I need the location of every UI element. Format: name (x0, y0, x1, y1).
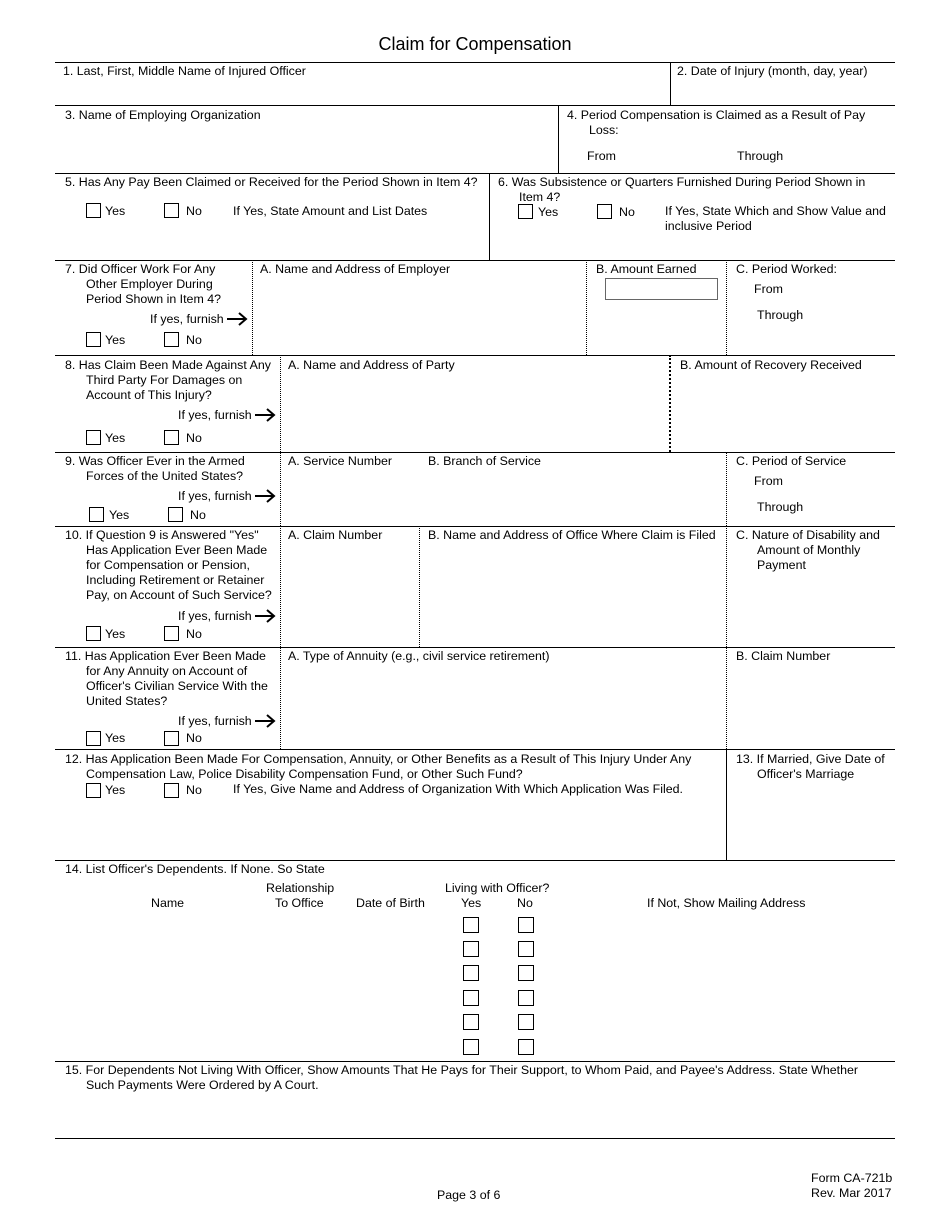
item-7c-from: From (754, 282, 783, 296)
item-2-label: 2. Date of Injury (month, day, year) (677, 64, 868, 78)
rule (55, 647, 895, 648)
rule (55, 1138, 895, 1139)
dependent-living-yes-checkbox[interactable] (463, 990, 479, 1006)
item-7-no-checkbox[interactable] (164, 332, 179, 347)
divider (726, 260, 727, 355)
item-11a-label: A. Type of Annuity (e.g., civil service retirement) (288, 649, 550, 663)
dependent-living-yes-checkbox[interactable] (463, 965, 479, 981)
item-11-yes-checkbox[interactable] (86, 731, 101, 746)
divider (252, 260, 253, 355)
item-8a-label: A. Name and Address of Party (288, 358, 455, 372)
rule (55, 526, 895, 527)
rule (55, 1061, 895, 1062)
col-name: Name (151, 896, 185, 910)
rule (55, 260, 895, 261)
item-9-label: 9. Was Officer Ever in the Armed (65, 454, 245, 468)
item-7-label: Other Employer During (86, 277, 213, 291)
item-6-yes-checkbox[interactable] (518, 204, 533, 219)
item-1-label: 1. Last, First, Middle Name of Injured Officer (63, 64, 306, 78)
item-5-yes: Yes (105, 204, 126, 218)
item-8-yes: Yes (105, 431, 126, 445)
divider (280, 452, 281, 526)
item-11-label: Officer's Civilian Service With the (86, 679, 268, 693)
item-12-note: If Yes, Give Name and Address of Organization With Which Application Was Filed. (233, 782, 683, 796)
dependent-living-no-checkbox[interactable] (518, 917, 534, 933)
item-10-no-checkbox[interactable] (164, 626, 179, 641)
item-7a-label: A. Name and Address of Employer (260, 262, 451, 276)
dependent-living-yes-checkbox[interactable] (463, 941, 479, 957)
item-7c-label: C. Period Worked: (736, 262, 838, 276)
item-5-no-checkbox[interactable] (164, 203, 179, 218)
item-4-label: Loss: (589, 123, 619, 137)
item-8-label: Third Party For Damages on (86, 373, 243, 387)
page-number: Page 3 of 6 (437, 1188, 501, 1202)
item-8-label: 8. Has Claim Been Made Against Any (65, 358, 271, 372)
item-9a-label: A. Service Number (288, 454, 392, 468)
dependent-living-yes-checkbox[interactable] (463, 917, 479, 933)
arrow-right-icon (254, 408, 276, 422)
item-8-furnish: If yes, furnish (178, 408, 252, 422)
item-7-label: 7. Did Officer Work For Any (65, 262, 216, 276)
rule (55, 62, 895, 63)
item-4-through: Through (737, 149, 784, 163)
item-14-label: 14. List Officer's Dependents. If None. So State (65, 862, 325, 876)
item-13-label: Officer's Marriage (757, 767, 855, 781)
item-6-label: Item 4? (519, 190, 561, 204)
item-6-no: No (619, 205, 635, 219)
item-7-yes-checkbox[interactable] (86, 332, 101, 347)
divider (670, 62, 671, 105)
form-revision: Rev. Mar 2017 (811, 1186, 892, 1200)
item-5-no: No (186, 204, 202, 218)
item-9-furnish: If yes, furnish (178, 489, 252, 503)
item-10-furnish: If yes, furnish (178, 609, 252, 623)
form-number: Form CA-721b (811, 1171, 893, 1185)
amount-earned-field[interactable] (605, 278, 718, 300)
col-dob: Date of Birth (356, 896, 425, 910)
item-12-yes: Yes (105, 783, 126, 797)
item-4-from: From (587, 149, 616, 163)
arrow-right-icon (226, 312, 248, 326)
item-10c-label: Payment (757, 558, 806, 572)
dependent-living-no-checkbox[interactable] (518, 1039, 534, 1055)
item-7b-label: B. Amount Earned (596, 262, 697, 276)
item-15-label: Such Payments Were Ordered by A Court. (86, 1078, 319, 1092)
item-11-label: for Any Annuity on Account of (86, 664, 248, 678)
item-11-no-checkbox[interactable] (164, 731, 179, 746)
item-8-label: Account of This Injury? (86, 388, 212, 402)
item-10-no: No (186, 627, 202, 641)
item-9-yes-checkbox[interactable] (89, 507, 104, 522)
item-11-label: 11. Has Application Ever Been Made (65, 649, 266, 663)
item-10-yes: Yes (105, 627, 126, 641)
item-4-label: 4. Period Compensation is Claimed as a Result of Pay (567, 108, 866, 122)
item-10-label: Has Application Ever Been Made (86, 543, 268, 557)
item-12-label: 12. Has Application Been Made For Compensation, Annuity, or Other Benefits as a Result of This Injury Under Any (65, 752, 692, 766)
item-12-yes-checkbox[interactable] (86, 783, 101, 798)
item-10b-label: B. Name and Address of Office Where Claim is Filed (428, 528, 716, 542)
dependent-living-no-checkbox[interactable] (518, 990, 534, 1006)
item-12-label: Compensation Law, Police Disability Compensation Fund, or Other Such Fund? (86, 767, 523, 781)
item-13-label: 13. If Married, Give Date of (736, 752, 885, 766)
item-8-no: No (186, 431, 202, 445)
item-11-furnish: If yes, furnish (178, 714, 252, 728)
item-9-label: Forces of the United States? (86, 469, 244, 483)
item-11-label: United States? (86, 694, 168, 708)
item-8-no-checkbox[interactable] (164, 430, 179, 445)
divider (419, 526, 420, 647)
item-9c-label: C. Period of Service (736, 454, 847, 468)
item-5-note: If Yes, State Amount and List Dates (233, 204, 428, 218)
divider (726, 452, 727, 526)
item-10-label: for Compensation or Pension, (86, 558, 250, 572)
rule (55, 452, 895, 453)
arrow-right-icon (254, 714, 276, 728)
rule (55, 173, 895, 174)
item-10-label: Including Retirement or Retainer (86, 573, 265, 587)
item-10-label: 10. If Question 9 is Answered "Yes" (65, 528, 259, 542)
dependent-living-yes-checkbox[interactable] (463, 1014, 479, 1030)
item-7c-through: Through (757, 308, 804, 322)
col-living: Living with Officer? (445, 881, 550, 895)
item-7-no: No (186, 333, 202, 347)
item-6-note: If Yes, State Which and Show Value and (665, 204, 886, 218)
item-9c-from: From (754, 474, 783, 488)
col-no: No (517, 896, 533, 910)
divider (726, 647, 727, 749)
item-9-yes: Yes (109, 508, 130, 522)
arrow-right-icon (254, 489, 276, 503)
item-12-no-checkbox[interactable] (164, 783, 179, 798)
item-8-yes-checkbox[interactable] (86, 430, 101, 445)
divider (280, 647, 281, 749)
divider (726, 526, 727, 647)
item-9b-label: B. Branch of Service (428, 454, 541, 468)
item-6-yes: Yes (538, 205, 559, 219)
dependent-living-no-checkbox[interactable] (518, 1014, 534, 1030)
item-8b-label: B. Amount of Recovery Received (680, 358, 862, 372)
item-10c-label: Amount of Monthly (757, 543, 861, 557)
col-yes: Yes (461, 896, 482, 910)
item-10a-label: A. Claim Number (288, 528, 383, 542)
item-11b-label: B. Claim Number (736, 649, 831, 663)
item-9-no: No (190, 508, 206, 522)
divider (669, 355, 671, 452)
rule (55, 355, 895, 356)
dependent-living-no-checkbox[interactable] (518, 941, 534, 957)
dependent-living-yes-checkbox[interactable] (463, 1039, 479, 1055)
divider (726, 749, 727, 860)
item-11-no: No (186, 731, 202, 745)
dependent-living-no-checkbox[interactable] (518, 965, 534, 981)
item-5-label: 5. Has Any Pay Been Claimed or Received for the Period Shown in Item 4? (65, 175, 478, 189)
divider (558, 105, 559, 173)
arrow-right-icon (254, 609, 276, 623)
divider (489, 173, 490, 260)
item-7-label: Period Shown in Item 4? (86, 292, 221, 306)
col-relationship: To Office (275, 896, 324, 910)
item-15-label: 15. For Dependents Not Living With Officer, Show Amounts That He Pays for Their Support, to Whom Paid, and Payee's Address. State Whether (65, 1063, 859, 1077)
page-title: Claim for Compensation (378, 34, 572, 54)
item-10c-label: C. Nature of Disability and (736, 528, 880, 542)
item-6-label: 6. Was Subsistence or Quarters Furnished During Period Shown in (498, 175, 866, 189)
rule (55, 105, 895, 106)
item-3-label: 3. Name of Employing Organization (65, 108, 261, 122)
item-7-yes: Yes (105, 333, 126, 347)
rule (55, 860, 895, 861)
rule (55, 749, 895, 750)
item-5-yes-checkbox[interactable] (86, 203, 101, 218)
divider (586, 260, 587, 355)
item-6-note: inclusive Period (665, 219, 752, 233)
item-10-label: Pay, on Account of Such Service? (86, 588, 272, 602)
item-7-furnish: If yes, furnish (150, 312, 224, 326)
item-10-yes-checkbox[interactable] (86, 626, 101, 641)
divider (280, 355, 281, 452)
item-9-no-checkbox[interactable] (168, 507, 183, 522)
item-6-no-checkbox[interactable] (597, 204, 612, 219)
col-address: If Not, Show Mailing Address (647, 896, 806, 910)
divider (280, 526, 281, 647)
item-9c-through: Through (757, 500, 804, 514)
item-12-no: No (186, 783, 202, 797)
col-relationship: Relationship (266, 881, 335, 895)
item-11-yes: Yes (105, 731, 126, 745)
